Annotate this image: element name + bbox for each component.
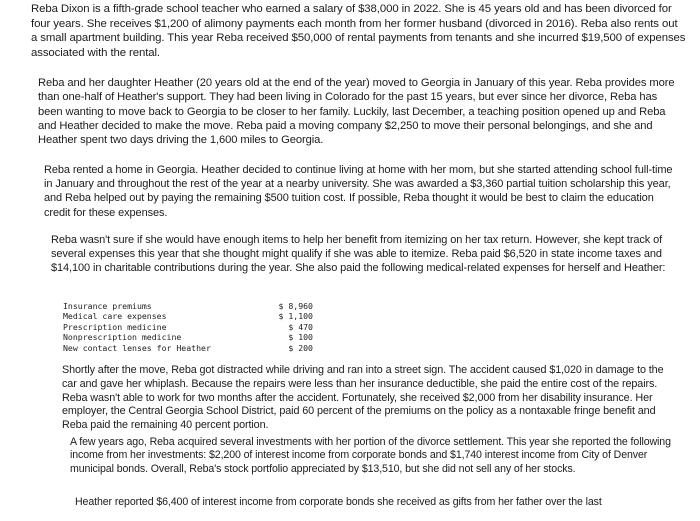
expense-label: Prescription medicine xyxy=(63,321,167,332)
expense-amount: $ 100 xyxy=(288,332,313,343)
paragraph-move: Reba and her daughter Heather (20 years old at the end of the year) moved to Georgia in January of this year. Reba provides more than one-half of Heather's support. They had been living in Colorado for the past 15 years, but ever since her divorce, Reba has been wanting to move back to Georgia to be closer to her family. Luckily, last December, a teaching position opened up and Reba and Heather decided to make the move. Reba paid a moving company $2,250 to move their personal belongings, and she and Heather spent two days driving the 1,600 miles to Georgia. xyxy=(38,77,675,147)
expense-amount: $ 1,100 xyxy=(278,311,313,322)
paragraph-accident: Shortly after the move, Reba got distracted while driving and ran into a street sign. The accident caused $1,020 in damage to the car and gave her whiplash. Because the repairs were less than her insurance deductible, she paid the entire cost of the repairs. Reba wasn't able to work for two months after the accident. Fortunately, she received $2,000 from her disability insurance. Her employer, the Central Georgia School District, paid 60 percent of the premiums on the policy as a nontaxable fringe benefit and Reba paid the remaining 40 percent portion. xyxy=(62,364,664,432)
paragraph-income: Reba Dixon is a fifth-grade school teacher who earned a salary of $38,000 in 2022. She is 45 years old and has been divorced for four years. She receives $1,200 of alimony payments each month from her former husband (divorced in 2016). Reba also rents out a small apartment building. This year Reba received $50,000 of rental payments from tenants and she incurred $19,500 of expenses associated with the rental. xyxy=(31,3,686,59)
expense-amount: $ 200 xyxy=(288,342,313,353)
table-row xyxy=(63,332,313,342)
expense-label: New contact lenses for Heather xyxy=(63,342,211,353)
expense-label: Insurance premiums xyxy=(63,301,152,311)
expense-label: Medical care expenses xyxy=(63,311,167,322)
paragraph-investments: A few years ago, Reba acquired several investments with her portion of the divorce settlement. This year she reported the following income from her investments: $2,200 of interest income from corporate bonds and $1,740 interest income from City of Denver municipal bonds. Overall, Reba's stock portfolio appreciated by $13,510, but she did not sell any of her stocks. xyxy=(70,436,671,475)
paragraph-itemizing: Reba wasn't sure if she would have enough items to help her benefit from itemizing on her tax return. However, she kept track of several expenses this year that she thought might qualify if she was able to itemize. Reba paid $6,520 in state income taxes and $14,100 in charitable contributions during the year. She also paid the following medical-related expenses for herself and Heather: xyxy=(51,234,666,274)
table-row xyxy=(63,301,313,311)
medical-expenses-table xyxy=(63,301,313,353)
paragraph-education: Reba rented a home in Georgia. Heather decided to continue living at home with her mom, but she started attending school full-time in January and throughout the rest of the year at a nearby university. She was awarded a $3,360 partial tuition scholarship this year, and Reba helped out by paying the remaining $500 tuition cost. If possible, Reba thought it would be best to claim the education credit for these expenses. xyxy=(44,164,673,219)
expense-amount: $ 8,960 xyxy=(278,301,313,311)
expense-amount: $ 470 xyxy=(288,321,313,332)
paragraph-heather-interest: Heather reported $6,400 of interest income from corporate bonds she received as gifts from her father over the last xyxy=(75,496,602,508)
table-row xyxy=(63,311,313,321)
table-row xyxy=(63,343,313,353)
expense-label: Nonprescription medicine xyxy=(63,332,182,343)
table-row xyxy=(63,322,313,332)
